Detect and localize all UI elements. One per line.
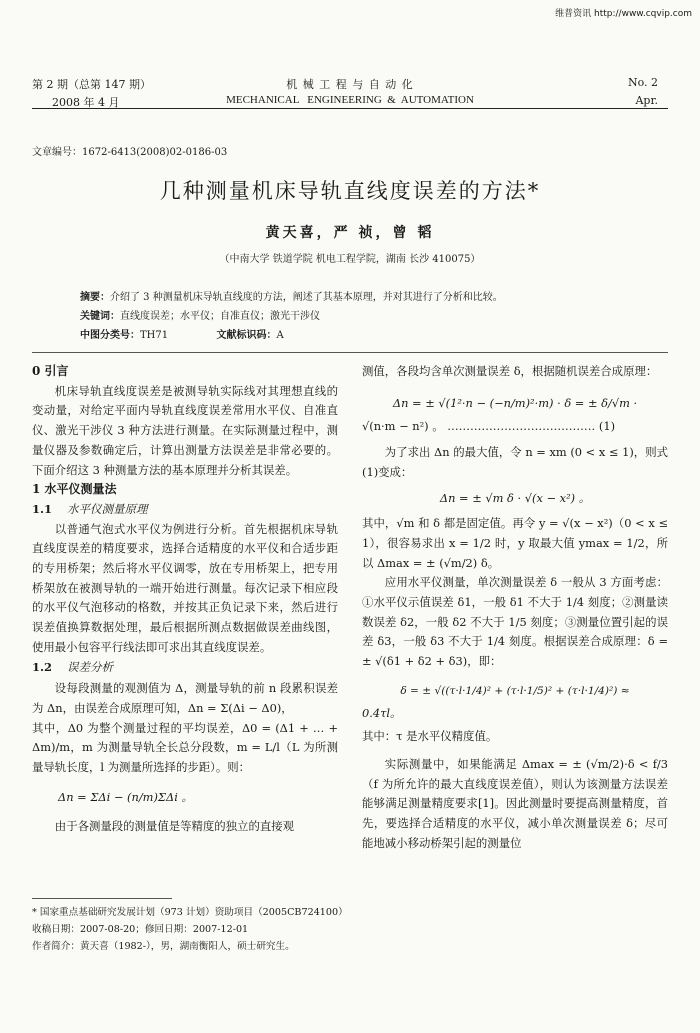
right-paragraph-5: 其中：τ 是水平仪精度值。 — [362, 729, 498, 744]
authors: 黄天喜，严 祯，曾 韬 — [265, 225, 435, 241]
error-paragraph-a: 设每段测量的观测值为 Δ，测量导轨的前 n 段累积误差为 Δn，由误差合成原理可知，Δn = Σ(Δi − Δ0)， — [32, 681, 338, 715]
equation-2: Δn = ± √m δ · √(x − x²) 。 — [439, 490, 591, 505]
right-paragraph-6: 实际测量中，如果能满足 Δmax = ± (√m/2)·δ < f/3（f 为所允许的最大直线度误差值），则认为该测量方法误差能够满足测量精度要求[1]。因此测量时要提高测量精度，首先，要选择合适精度的水平仪，减小单次测量误差 δ；尽可能地减小移动桥架引起的测量位 — [362, 756, 668, 850]
right-paragraph-2: 为了求出 Δn 的最大值，令 n = xm (0 < x ≤ 1)，则式(1)变成： — [362, 445, 668, 479]
affiliation: （中南大学 铁道学院 机电工程学院，湖南 长沙 410075） — [219, 254, 481, 265]
abstract-text: 介绍了 3 种测量机床导轨直线度的方法，阐述了其基本原理，并对其进行了分析和比较。 — [110, 292, 503, 303]
keywords: 直线度误差；水平仪；自准直仪；激光干涉仪 — [120, 311, 320, 322]
class-number: TH71 — [140, 330, 169, 341]
section-1-1-heading: 1.1 水平仪测量原理 — [32, 501, 148, 516]
abstract-rule — [32, 352, 668, 353]
footnote-bio: 作者简介：黄天喜（1982-），男，湖南衡阳人，硕士研究生。 — [32, 941, 295, 952]
abstract — [80, 288, 620, 345]
right-paragraph-1: 测值，各段均含单次测量误差 δ，根据随机误差合成原理： — [362, 364, 658, 378]
class-label: 中图分类号： — [80, 330, 140, 341]
doc-code-label: 文献标识码： — [216, 330, 277, 341]
page-title: 几种测量机床导轨直线度误差的方法* — [159, 179, 541, 203]
journal-name-en: MECHANICAL ENGINEERING & AUTOMATION — [226, 94, 474, 106]
issue-no: No. 2 — [627, 76, 658, 89]
footnote-rule — [32, 898, 172, 899]
watermark: 维普资讯 http://www.cqvip.com — [555, 9, 692, 19]
article-id: 文章编号：1672-6413(2008)02-0186-03 — [32, 147, 228, 158]
right-paragraph-4: 应用水平仪测量，单次测量误差 δ 一般从 3 方面考虑：①水平仪示值误差 δ1，一般 δ1 不大于 1/4 刻度；②测量读数误差 δ2，一般 δ2 不大于 1/5 刻度；③测量位置引起的误差 δ3，一般 δ3 不大于 1/4 刻度。根据误差合成原理：δ = ± √(δ1 + δ2 + δ3)，即： — [362, 575, 668, 669]
issue-month: Apr. — [635, 94, 658, 107]
equation-1-line-2: √(n·m − n²) 。 ………………………………… (1) — [362, 419, 616, 434]
doc-code: A — [276, 330, 284, 341]
footnote-dates: 收稿日期：2007-08-20；修回日期：2007-12-01 — [32, 924, 249, 935]
header-rule — [32, 108, 668, 109]
footnote — [32, 904, 352, 955]
equation-3-result: 0.4τl。 — [362, 705, 402, 720]
equation-cumulative: Δn = ΣΔi − (n/m)ΣΔi 。 — [58, 789, 193, 804]
abstract-label: 摘要： — [80, 292, 110, 303]
left-column — [32, 362, 338, 837]
section-0-heading: 0 引言 — [32, 364, 69, 378]
issue-number: 第 2 期（总第 147 期） — [32, 78, 151, 91]
issue-date: 2008 年 4 月 — [52, 96, 120, 109]
section-1-2-heading: 1.2 误差分析 — [32, 659, 113, 674]
error-paragraph-b: 其中，Δ0 为整个测量过程的平均误差，Δ0 = (Δ1 + … + Δm)/m，m 为测量导轨全长总分段数，m = L/l（L 为所测量导轨长度，l 为测量所选择的步距）。则： — [32, 720, 338, 775]
error-paragraph-c: 由于各测量段的测量值是等精度的独立的直接观 — [54, 819, 295, 834]
equation-1-line-1: Δn = ± √(1²·n − (−n/m)²·m) · δ = ± δ/√m · — [392, 395, 638, 410]
equation-3: δ = ± √((τ·l·1/4)² + (τ·l·1/5)² + (τ·l·1/4)²) ≈ — [400, 684, 630, 697]
principle-paragraph: 以普通气泡式水平仪为例进行分析。首先根据机床导轨直线度误差的精度要求，选择合适精度的水平仪和合适步距的专用桥架；然后将水平仪调零，放在专用桥架上，把专用桥架放在被测导轨的一端开始进行测量。每次记录下相应段的水平仪气泡移动的格数，并按其正负记录下来，然后进行误差值换算数据处理，最后根据所测点数据做误差曲线图，使用最小包容平行线法即可求出其直线度误差。 — [32, 521, 338, 654]
keywords-label: 关键词： — [80, 311, 120, 322]
right-paragraph-3: 其中，√m 和 δ 都是固定值。再令 y = √(x − x²)（0 < x ≤ 1），很容易求出 x = 1/2 时，y 取最大值 ymax = 1/2，所以 Δmax = ± (√m/2) δ。 — [362, 516, 668, 570]
section-1-heading: 1 水平仪测量法 — [32, 482, 117, 497]
journal-name-cn: 机 械 工 程 与 自 动 化 — [286, 78, 414, 91]
right-column — [362, 362, 668, 853]
intro-paragraph: 机床导轨直线度误差是被测导轨实际线对其理想直线的变动量，对给定平面内导轨直线度误差常用水平仪、自准直仪、激光干涉仪 3 种方法进行测量。在实际测量过程中，测量仪器及参数确定后，计算出测量方法误差是非常必要的。下面介绍这 3 种测量方法的基本原理并分析其误差。 — [32, 383, 338, 477]
footnote-fund: * 国家重点基础研究发展计划（973 计划）资助项目（2005CB724100） — [32, 907, 348, 918]
